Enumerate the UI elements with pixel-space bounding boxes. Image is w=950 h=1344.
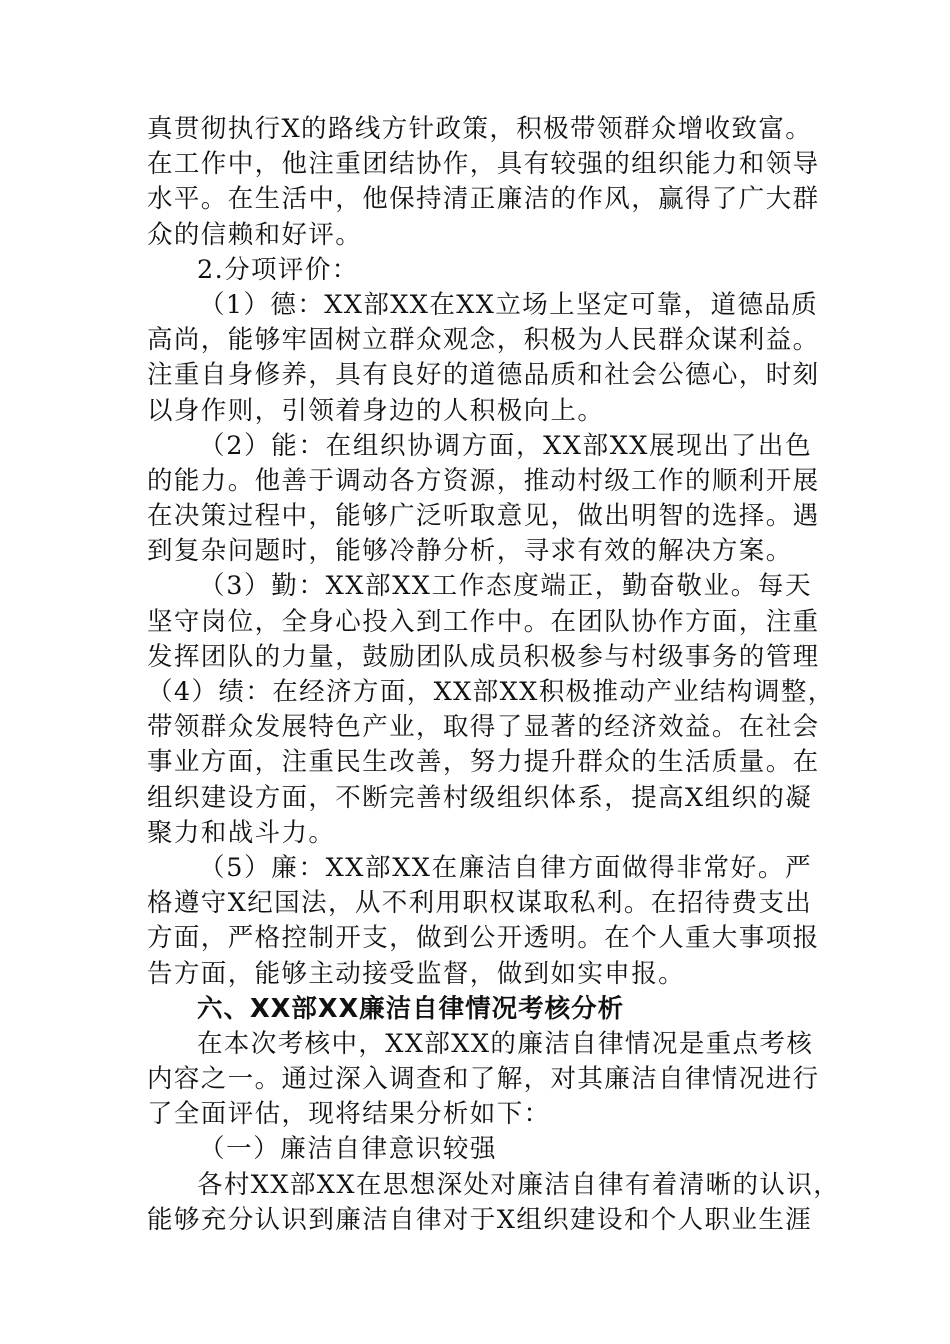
text-line: （4）绩：在经济方面，XX部XX积极推动产业结构调整，: [147, 677, 835, 707]
text-line: 水平。在生活中，他保持清正廉洁的作风，赢得了广大群: [147, 184, 820, 215]
text-line: （2）能：在组织协调方面，XX部XX展现出了出色: [199, 430, 812, 461]
text-line: （5）廉：XX部XX在廉洁自律方面做得非常好。严: [199, 852, 812, 883]
section-label: 2.分项评价：: [197, 254, 359, 285]
text-line: 了全面评估，现将结果分析如下：: [147, 1099, 551, 1130]
text-line: 的能力。他善于调动各方资源，推动村级工作的顺利开展: [147, 465, 820, 496]
text-line: （1）德：XX部XX在XX立场上坚定可靠，道德品质: [199, 289, 819, 320]
text-line: 能够充分认识到廉洁自律对于X组织建设和个人职业生涯: [147, 1204, 813, 1235]
text-line: 在工作中，他注重团结协作，具有较强的组织能力和领导: [147, 149, 820, 180]
document-body: [147, 112, 841, 1238]
text-line: 事业方面，注重民生改善，努力提升群众的生活质量。在: [147, 747, 820, 778]
text-line: 发挥团队的力量，鼓励团队成员积极参与村级事务的管理: [147, 641, 820, 672]
text-line: 聚力和战斗力。: [147, 817, 336, 848]
text-line: 真贯彻执行X的路线方针政策，积极带领群众增收致富。: [147, 114, 813, 144]
text-line: 组织建设方面，不断完善村级组织体系，提高X组织的凝: [147, 782, 813, 813]
text-line: 众的信赖和好评。: [147, 219, 363, 250]
text-line: 告方面，能够主动接受监督，做到如实申报。: [147, 958, 686, 989]
text-line: 各村XX部XX在思想深处对廉洁自律有着清晰的认识，: [197, 1169, 841, 1200]
text-line: 内容之一。通过深入调查和了解，对其廉洁自律情况进行: [147, 1064, 820, 1095]
text-line: 坚守岗位，全身心投入到工作中。在团队协作方面，注重: [147, 606, 820, 637]
section-heading: 六、XX部XX廉洁自律情况考核分析: [197, 993, 625, 1024]
text-line: （3）勤：XX部XX工作态度端正，勤奋敬业。每天: [199, 571, 812, 602]
subsection-heading: （一）廉洁自律意识较强: [199, 1134, 498, 1165]
text-line: 高尚，能够牢固树立群众观念，积极为人民群众谋利益。: [147, 325, 820, 356]
text-line: 注重自身修养，具有良好的道德品质和社会公德心，时刻: [147, 360, 820, 391]
text-line: 在本次考核中，XX部XX的廉洁自律情况是重点考核: [197, 1028, 814, 1059]
text-line: 格遵守X纪国法，从不利用职权谋取私利。在招待费支出: [147, 888, 813, 919]
text-line: 方面，严格控制开支，做到公开透明。在个人重大事项报: [147, 923, 820, 954]
text-line: 在决策过程中，能够广泛听取意见，做出明智的选择。遇: [147, 501, 820, 532]
text-line: 带领群众发展特色产业，取得了显著的经济效益。在社会: [147, 712, 820, 743]
text-line: 以身作则，引领着身边的人积极向上。: [147, 395, 605, 426]
text-line: 到复杂问题时，能够冷静分析，寻求有效的解决方案。: [147, 536, 793, 567]
